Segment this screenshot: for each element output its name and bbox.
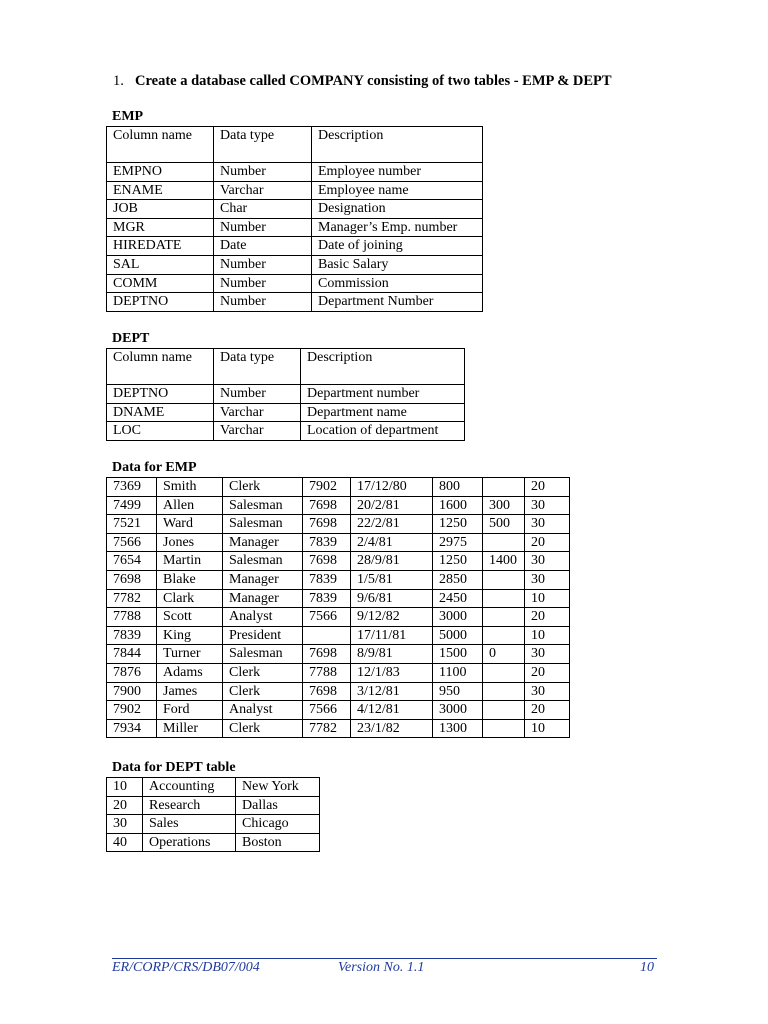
table-cell: 7934	[107, 719, 157, 738]
table-cell: Char	[214, 200, 312, 219]
table-cell: Blake	[157, 570, 223, 589]
table-row	[107, 626, 570, 645]
table-cell: Designation	[312, 200, 483, 219]
column-header: Column name	[107, 127, 214, 163]
table-cell: 5000	[433, 626, 483, 645]
table-cell: Jones	[157, 533, 223, 552]
table-cell: Clerk	[223, 663, 303, 682]
table-header-row	[107, 127, 483, 163]
table-row	[107, 719, 570, 738]
table-cell: Location of department	[301, 422, 465, 441]
table-cell: 1500	[433, 645, 483, 664]
table-row	[107, 533, 570, 552]
table-cell: 30	[525, 515, 570, 534]
heading-number: 1.	[113, 73, 124, 89]
table-cell: 9/12/82	[351, 608, 433, 627]
table-row	[107, 833, 320, 852]
table-cell: Salesman	[223, 496, 303, 515]
dept-schema-label: DEPT	[112, 331, 150, 346]
table-cell: 30	[525, 496, 570, 515]
heading-text: Create a database called COMPANY consisting of two tables - EMP & DEPT	[135, 73, 612, 89]
column-header: Description	[301, 349, 465, 385]
table-cell: Number	[214, 385, 301, 404]
table-cell: Salesman	[223, 515, 303, 534]
table-row	[107, 422, 465, 441]
table-cell: 7839	[303, 589, 351, 608]
table-cell	[483, 719, 525, 738]
table-cell: DNAME	[107, 403, 214, 422]
table-cell: New York	[236, 778, 320, 797]
table-cell: 2850	[433, 570, 483, 589]
table-cell: Basic Salary	[312, 255, 483, 274]
table-cell: 8/9/81	[351, 645, 433, 664]
table-cell: 7876	[107, 663, 157, 682]
table-cell: 7521	[107, 515, 157, 534]
table-cell: Department name	[301, 403, 465, 422]
table-cell: 10	[525, 719, 570, 738]
table-cell: Miller	[157, 719, 223, 738]
table-cell: 2450	[433, 589, 483, 608]
table-row	[107, 701, 570, 720]
table-row	[107, 496, 570, 515]
table-cell: 0	[483, 645, 525, 664]
table-row	[107, 778, 320, 797]
table-cell: 7499	[107, 496, 157, 515]
table-cell: 17/11/81	[351, 626, 433, 645]
table-cell: Salesman	[223, 645, 303, 664]
table-cell: 17/12/80	[351, 478, 433, 497]
table-cell: 7900	[107, 682, 157, 701]
table-cell: 9/6/81	[351, 589, 433, 608]
table-row	[107, 181, 483, 200]
table-cell: EMPNO	[107, 163, 214, 182]
table-cell: Manager	[223, 570, 303, 589]
table-cell: COMM	[107, 274, 214, 293]
table-cell: Date of joining	[312, 237, 483, 256]
table-cell: 7369	[107, 478, 157, 497]
table-cell: Manager’s Emp. number	[312, 218, 483, 237]
table-row	[107, 403, 465, 422]
table-cell: Operations	[143, 833, 236, 852]
dept-schema-table	[106, 348, 465, 441]
table-row	[107, 663, 570, 682]
table-cell: 20	[525, 701, 570, 720]
table-cell: Analyst	[223, 608, 303, 627]
table-cell: Accounting	[143, 778, 236, 797]
table-cell: 7698	[303, 682, 351, 701]
emp-schema-label: EMP	[112, 109, 144, 124]
table-cell: Number	[214, 255, 312, 274]
table-row	[107, 552, 570, 571]
table-cell: 3000	[433, 608, 483, 627]
table-cell: Boston	[236, 833, 320, 852]
table-row	[107, 570, 570, 589]
table-cell: Scott	[157, 608, 223, 627]
table-cell: Manager	[223, 533, 303, 552]
table-cell: 7902	[303, 478, 351, 497]
table-cell: Martin	[157, 552, 223, 571]
table-cell: 7698	[107, 570, 157, 589]
table-cell: Dallas	[236, 796, 320, 815]
column-header: Data type	[214, 349, 301, 385]
emp-data-table	[106, 477, 570, 738]
emp-data-label: Data for EMP	[112, 460, 197, 475]
table-cell: 7844	[107, 645, 157, 664]
table-cell: President	[223, 626, 303, 645]
table-cell: Number	[214, 218, 312, 237]
table-cell	[483, 589, 525, 608]
table-cell: 2975	[433, 533, 483, 552]
table-row	[107, 815, 320, 834]
table-cell: Number	[214, 293, 312, 312]
table-cell	[483, 478, 525, 497]
table-cell: 7566	[303, 701, 351, 720]
table-row	[107, 682, 570, 701]
table-cell	[483, 682, 525, 701]
dept-data-table	[106, 777, 320, 852]
table-cell: 40	[107, 833, 143, 852]
table-cell: 7902	[107, 701, 157, 720]
footer-rule	[112, 958, 657, 959]
table-cell: Varchar	[214, 422, 301, 441]
table-cell: Clerk	[223, 478, 303, 497]
table-cell: 20/2/81	[351, 496, 433, 515]
table-cell: Employee name	[312, 181, 483, 200]
table-cell: 7839	[107, 626, 157, 645]
table-cell: Ward	[157, 515, 223, 534]
table-cell: 3/12/81	[351, 682, 433, 701]
table-cell: Clerk	[223, 682, 303, 701]
table-cell: 20	[525, 663, 570, 682]
table-cell: LOC	[107, 422, 214, 441]
table-cell: 4/12/81	[351, 701, 433, 720]
table-cell: 1250	[433, 515, 483, 534]
table-row	[107, 515, 570, 534]
table-row	[107, 796, 320, 815]
table-cell: HIREDATE	[107, 237, 214, 256]
table-row	[107, 478, 570, 497]
table-cell: Chicago	[236, 815, 320, 834]
table-cell: Allen	[157, 496, 223, 515]
table-cell: King	[157, 626, 223, 645]
table-row	[107, 163, 483, 182]
table-cell: 7839	[303, 570, 351, 589]
footer-version: Version No. 1.1	[338, 960, 425, 975]
table-cell	[483, 626, 525, 645]
table-cell: Varchar	[214, 403, 301, 422]
table-cell: 1300	[433, 719, 483, 738]
table-header-row	[107, 349, 465, 385]
footer-page-number: 10	[640, 960, 654, 975]
table-cell: 10	[525, 589, 570, 608]
table-cell: 1100	[433, 663, 483, 682]
table-row	[107, 237, 483, 256]
table-cell	[483, 570, 525, 589]
table-cell: 30	[525, 682, 570, 701]
emp-schema-table	[106, 126, 483, 312]
table-cell: Employee number	[312, 163, 483, 182]
table-row	[107, 589, 570, 608]
table-row	[107, 645, 570, 664]
table-cell: 10	[107, 778, 143, 797]
table-cell: Number	[214, 274, 312, 293]
table-cell: 7566	[303, 608, 351, 627]
table-cell: 20	[525, 478, 570, 497]
table-cell: 800	[433, 478, 483, 497]
table-cell: 30	[525, 570, 570, 589]
table-row	[107, 255, 483, 274]
table-cell: Number	[214, 163, 312, 182]
column-header: Column name	[107, 349, 214, 385]
table-cell: 1600	[433, 496, 483, 515]
table-cell: Sales	[143, 815, 236, 834]
page-heading	[113, 73, 612, 90]
table-cell: 300	[483, 496, 525, 515]
column-header: Description	[312, 127, 483, 163]
table-cell: DEPTNO	[107, 293, 214, 312]
table-cell: 7698	[303, 645, 351, 664]
table-cell: 2/4/81	[351, 533, 433, 552]
table-cell: Date	[214, 237, 312, 256]
table-cell: 7654	[107, 552, 157, 571]
table-cell: SAL	[107, 255, 214, 274]
table-cell: Department number	[301, 385, 465, 404]
table-cell: Analyst	[223, 701, 303, 720]
table-cell: MGR	[107, 218, 214, 237]
table-cell: 20	[107, 796, 143, 815]
table-cell: 1/5/81	[351, 570, 433, 589]
table-cell	[483, 663, 525, 682]
table-cell: 30	[525, 645, 570, 664]
footer-doc-id: ER/CORP/CRS/DB07/004	[112, 960, 260, 975]
table-cell: DEPTNO	[107, 385, 214, 404]
table-cell: Smith	[157, 478, 223, 497]
table-cell: 7698	[303, 515, 351, 534]
dept-data-label: Data for DEPT table	[112, 760, 236, 775]
table-cell: 7839	[303, 533, 351, 552]
table-cell: 20	[525, 608, 570, 627]
table-cell: 20	[525, 533, 570, 552]
table-cell: Department Number	[312, 293, 483, 312]
table-cell: 12/1/83	[351, 663, 433, 682]
table-cell: 7788	[107, 608, 157, 627]
table-cell: 1400	[483, 552, 525, 571]
table-cell: James	[157, 682, 223, 701]
table-cell: 30	[107, 815, 143, 834]
table-cell: 30	[525, 552, 570, 571]
table-cell: Clark	[157, 589, 223, 608]
table-row	[107, 274, 483, 293]
table-cell: Commission	[312, 274, 483, 293]
table-cell	[483, 608, 525, 627]
table-cell: Ford	[157, 701, 223, 720]
table-row	[107, 200, 483, 219]
table-cell: Salesman	[223, 552, 303, 571]
table-cell: 950	[433, 682, 483, 701]
table-cell: 3000	[433, 701, 483, 720]
table-cell: 7566	[107, 533, 157, 552]
table-cell: 7788	[303, 663, 351, 682]
table-row	[107, 293, 483, 312]
table-cell: Adams	[157, 663, 223, 682]
table-cell	[483, 701, 525, 720]
table-cell: Varchar	[214, 181, 312, 200]
table-cell: Clerk	[223, 719, 303, 738]
table-cell: 500	[483, 515, 525, 534]
table-cell: 28/9/81	[351, 552, 433, 571]
table-cell: ENAME	[107, 181, 214, 200]
table-cell: 10	[525, 626, 570, 645]
table-row	[107, 608, 570, 627]
column-header: Data type	[214, 127, 312, 163]
table-cell: 7698	[303, 552, 351, 571]
table-cell: Manager	[223, 589, 303, 608]
table-cell	[303, 626, 351, 645]
table-row	[107, 218, 483, 237]
table-cell: 7698	[303, 496, 351, 515]
table-cell: 7782	[107, 589, 157, 608]
table-cell	[483, 533, 525, 552]
table-cell: 23/1/82	[351, 719, 433, 738]
table-cell: 22/2/81	[351, 515, 433, 534]
table-cell: Turner	[157, 645, 223, 664]
table-cell: 1250	[433, 552, 483, 571]
table-cell: Research	[143, 796, 236, 815]
table-cell: JOB	[107, 200, 214, 219]
table-cell: 7782	[303, 719, 351, 738]
table-row	[107, 385, 465, 404]
